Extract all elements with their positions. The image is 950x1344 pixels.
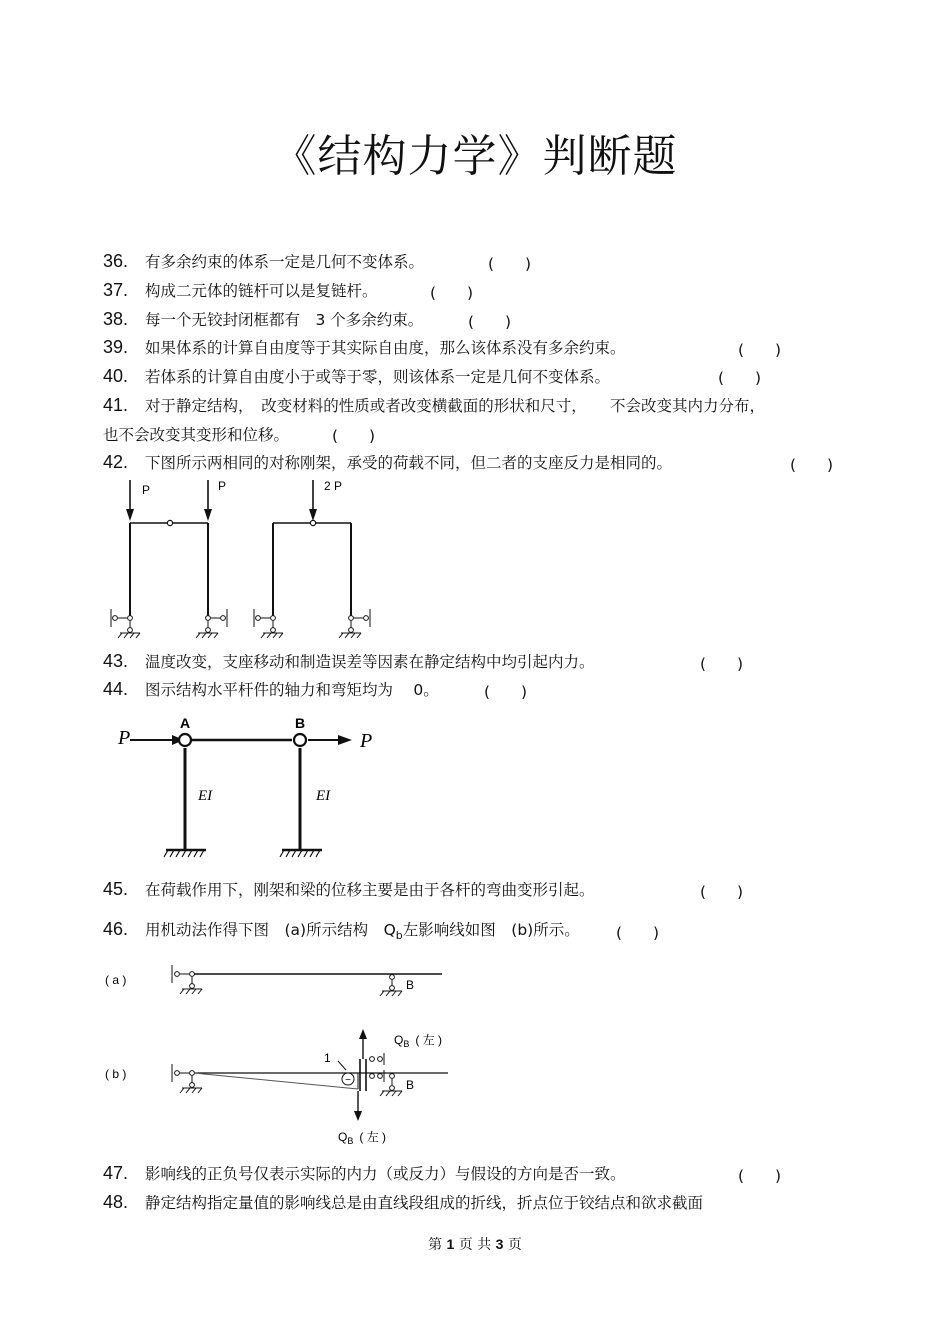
figure-b-label: ( b ) [105, 1067, 127, 1081]
support-b2-label: B [406, 1078, 415, 1092]
frame2-middle-hinge [310, 520, 315, 525]
question-text: 每一个无铰封闭框都有 3 个多余约束。 [145, 311, 424, 329]
question-text: 构成二元体的链杆可以是复链杆。 [145, 282, 378, 300]
load-label-right: P [218, 479, 227, 493]
question-43 [103, 650, 595, 672]
question-37 [103, 279, 378, 301]
question-text: 有多余约束的体系一定是几何不变体系。 [145, 253, 425, 271]
footer-page-number: 1 [446, 1236, 455, 1252]
figure-a-label: ( a ) [105, 973, 127, 987]
node-a-label: A [180, 715, 191, 731]
question-41 [103, 394, 765, 416]
support-2 [196, 609, 227, 638]
answer-parentheses: ( ) [488, 255, 532, 273]
support-b-label: B [406, 978, 415, 992]
question-number: 46. [103, 919, 129, 939]
question-36 [103, 250, 424, 272]
load-arrowhead-left [126, 509, 134, 521]
question-text: 图示结构水平杆件的轴力和弯矩均为 0。 [145, 681, 439, 699]
question-number: 47. [103, 1163, 129, 1183]
footer-total-pages: 3 [495, 1236, 504, 1252]
answer-parentheses: ( ) [738, 341, 782, 359]
hinge-a [179, 734, 191, 746]
question-47 [103, 1162, 626, 1184]
question-number: 41. [103, 395, 129, 415]
influence-line [194, 1073, 358, 1089]
question-text: 用机动法作得下图 (a)所示结构 Q [145, 921, 396, 939]
question-text: 温度改变，支座移动和制造误差等因素在静定结构中均引起内力。 [145, 653, 595, 671]
ei-right-label: EI [316, 788, 331, 804]
question-39 [103, 336, 626, 358]
ei-left-label: EI [198, 788, 213, 804]
question-41-continuation [103, 423, 289, 445]
question-38 [103, 308, 423, 330]
question-45 [103, 878, 595, 900]
answer-parentheses: ( ) [738, 1167, 782, 1185]
minus-sign: − [345, 1075, 351, 1086]
question-number: 45. [103, 879, 129, 899]
answer-parentheses: ( ) [468, 313, 512, 331]
question-text: 也不会改变其变形和位移。 [103, 426, 290, 444]
supports [111, 609, 370, 638]
qb-up-arrowhead [359, 1029, 367, 1039]
question-number: 48. [103, 1192, 129, 1212]
question-number: 36. [103, 251, 129, 271]
ordinate-label: 1 [324, 1051, 331, 1065]
footer-suffix: 页 [507, 1237, 522, 1253]
question-text: 在荷载作用下，刚架和梁的位移主要是由于各杆的弯曲变形引起。 [145, 881, 595, 899]
node-b-label: B [295, 715, 306, 731]
question-42 [103, 451, 672, 473]
question-number: 42. [103, 452, 129, 472]
question-text: 下图所示两相同的对称刚架，承受的荷载不同，但二者的支座反力是相同的。 [145, 454, 673, 472]
left-load-label: P [118, 727, 131, 749]
answer-parentheses: ( ) [332, 427, 376, 445]
question-number: 37. [103, 280, 129, 300]
answer-parentheses: ( ) [700, 883, 744, 901]
question-46 [103, 918, 580, 942]
document-title: 《结构力学》判断题 [272, 131, 678, 182]
footer-middle: 页 共 [458, 1237, 492, 1253]
question-number: 43. [103, 651, 129, 671]
question-number: 38. [103, 309, 129, 329]
question-text: 影响线的正负号仅表示实际的内力（或反力）与假设的方向是否一致。 [145, 1165, 626, 1183]
influence-line-figure [100, 955, 460, 1155]
question-number: 40. [103, 366, 129, 386]
page-footer [0, 1234, 950, 1254]
answer-parentheses: ( ) [700, 655, 744, 673]
load-arrowhead-right [204, 509, 212, 521]
support-1 [111, 609, 140, 638]
support-3 [254, 609, 283, 638]
hinge-b [294, 734, 306, 746]
load-label-left: P [142, 483, 151, 497]
question-number: 44. [103, 679, 129, 699]
question-text-continued: 左影响线如图 (b)所示。 [402, 921, 580, 939]
answer-parentheses: ( ) [718, 369, 762, 387]
right-load-label: P [360, 730, 373, 752]
answer-parentheses: ( ) [616, 924, 660, 942]
portal-frame-figure [110, 710, 400, 870]
question-text: 若体系的计算自由度小于或等于零，则该体系一定是几何不变体系。 [145, 368, 611, 386]
answer-parentheses: ( ) [484, 683, 528, 701]
answer-parentheses: ( ) [430, 284, 474, 302]
question-number: 39. [103, 337, 129, 357]
support-4 [339, 609, 370, 638]
right-arrowhead [338, 735, 352, 745]
qb-top-label: $Q_B$ ( 左 ) [394, 1033, 443, 1049]
qb-bottom-label: $Q_B$ ( 左 ) [338, 1130, 387, 1146]
load-arrowhead-center [309, 509, 317, 521]
subscript: b [395, 929, 403, 943]
question-text: 如果体系的计算自由度等于其实际自由度，那么该体系没有多余约束。 [145, 339, 626, 357]
symmetric-frames-figure [100, 475, 400, 645]
load-label-center: 2 P [324, 479, 343, 493]
question-40 [103, 365, 610, 387]
question-text: 静定结构指定量值的影响线总是由直线段组成的折线，折点位于铰结点和欲求截面 [145, 1194, 704, 1212]
frame1-middle-hinge [167, 520, 172, 525]
qb-down-arrowhead [354, 1111, 362, 1121]
answer-parentheses: ( ) [790, 456, 834, 474]
question-44 [103, 678, 439, 700]
question-48 [103, 1191, 703, 1213]
question-text: 对于静定结构， 改变材料的性质或者改变横截面的形状和尺寸， 不会改变其内力分布， [145, 397, 766, 415]
footer-prefix: 第 [428, 1237, 443, 1253]
